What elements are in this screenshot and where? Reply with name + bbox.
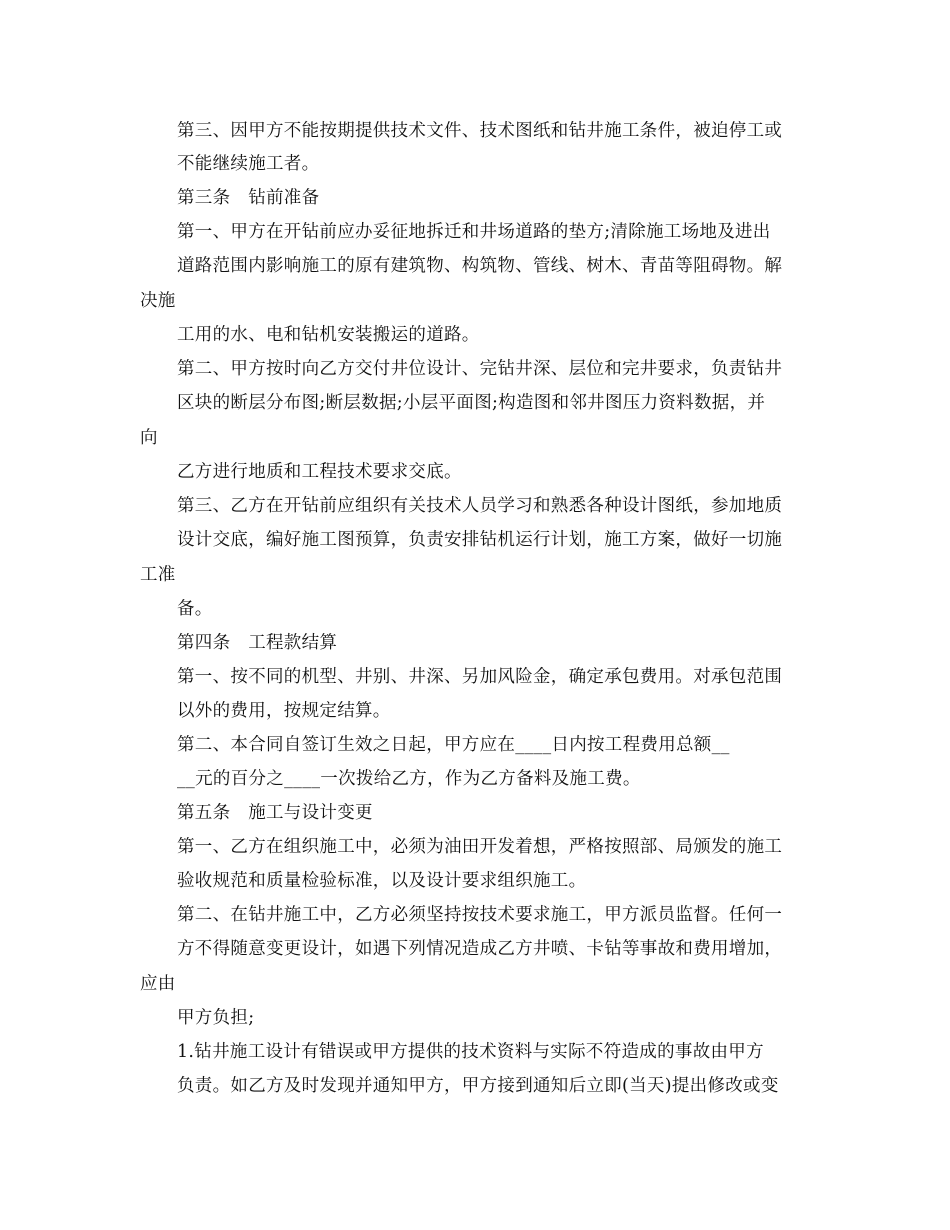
text-line: 工用的水、电和钻机安装搬运的道路。 <box>177 325 480 345</box>
text-line: 第一、甲方在开钻前应办妥征地拆迁和井场道路的垫方;清除施工场地及进出 <box>177 222 771 242</box>
text-line: 第三、乙方在开钻前应组织有关技术人员学习和熟悉各种设计图纸，参加地质 <box>177 496 783 516</box>
text-line: 负责。如乙方及时发现并通知甲方，甲方接到通知后立即(当天)提出修改或变 <box>177 1076 779 1096</box>
section-heading: 第三条 钻前准备 <box>177 188 320 208</box>
text-line: __元的百分之____一次拨给乙方，作为乙方备料及施工费。 <box>177 769 641 789</box>
text-line: 第三、因甲方不能按期提供技术文件、技术图纸和钻井施工条件，被迫停工或 <box>177 121 783 141</box>
text-line: 设计交底，编好施工图预算，负责安排钻机运行计划，施工方案，做好一切施 <box>177 530 783 550</box>
text-line: 应由 <box>140 974 176 994</box>
section-heading: 第五条 施工与设计变更 <box>177 803 373 823</box>
text-line: 甲方负担; <box>177 1008 255 1028</box>
text-line: 第一、乙方在组织施工中，必须为油田开发着想，严格按照部、局颁发的施工 <box>177 837 783 857</box>
text-line: 区块的断层分布图;断层数据;小层平面图;构造图和邻井图压力资料数据，并 <box>177 393 766 413</box>
text-line: 向 <box>140 428 158 448</box>
text-line: 道路范围内影响施工的原有建筑物、构筑物、管线、树木、青苗等阻碍物。解 <box>177 256 783 276</box>
text-line: 工准 <box>140 565 176 585</box>
text-line: 备。 <box>177 599 213 619</box>
section-heading: 第四条 工程款结算 <box>177 633 338 653</box>
text-line: 乙方进行地质和工程技术要求交底。 <box>177 462 462 482</box>
text-line: 不能继续施工者。 <box>177 154 320 174</box>
text-line: 第一、按不同的机型、井别、井深、另加风险金，确定承包费用。对承包范围 <box>177 667 783 687</box>
text-line: 1.钻井施工设计有错误或甲方提供的技术资料与实际不符造成的事故由甲方 <box>177 1042 764 1062</box>
text-line: 验收规范和质量检验标准，以及设计要求组织施工。 <box>177 871 587 891</box>
text-line: 决施 <box>140 291 176 311</box>
text-line: 第二、甲方按时向乙方交付井位设计、完钻井深、层位和完井要求，负责钻井 <box>177 359 783 379</box>
text-line: 以外的费用，按规定结算。 <box>177 701 391 721</box>
text-line: 第二、本合同自签订生效之日起，甲方应在____日内按工程费用总额__ <box>177 735 730 755</box>
text-line: 第二、在钻井施工中，乙方必须坚持按技术要求施工，甲方派员监督。任何一 <box>177 905 783 925</box>
text-line: 方不得随意变更设计，如遇下列情况造成乙方井喷、卡钻等事故和费用增加， <box>177 939 783 959</box>
